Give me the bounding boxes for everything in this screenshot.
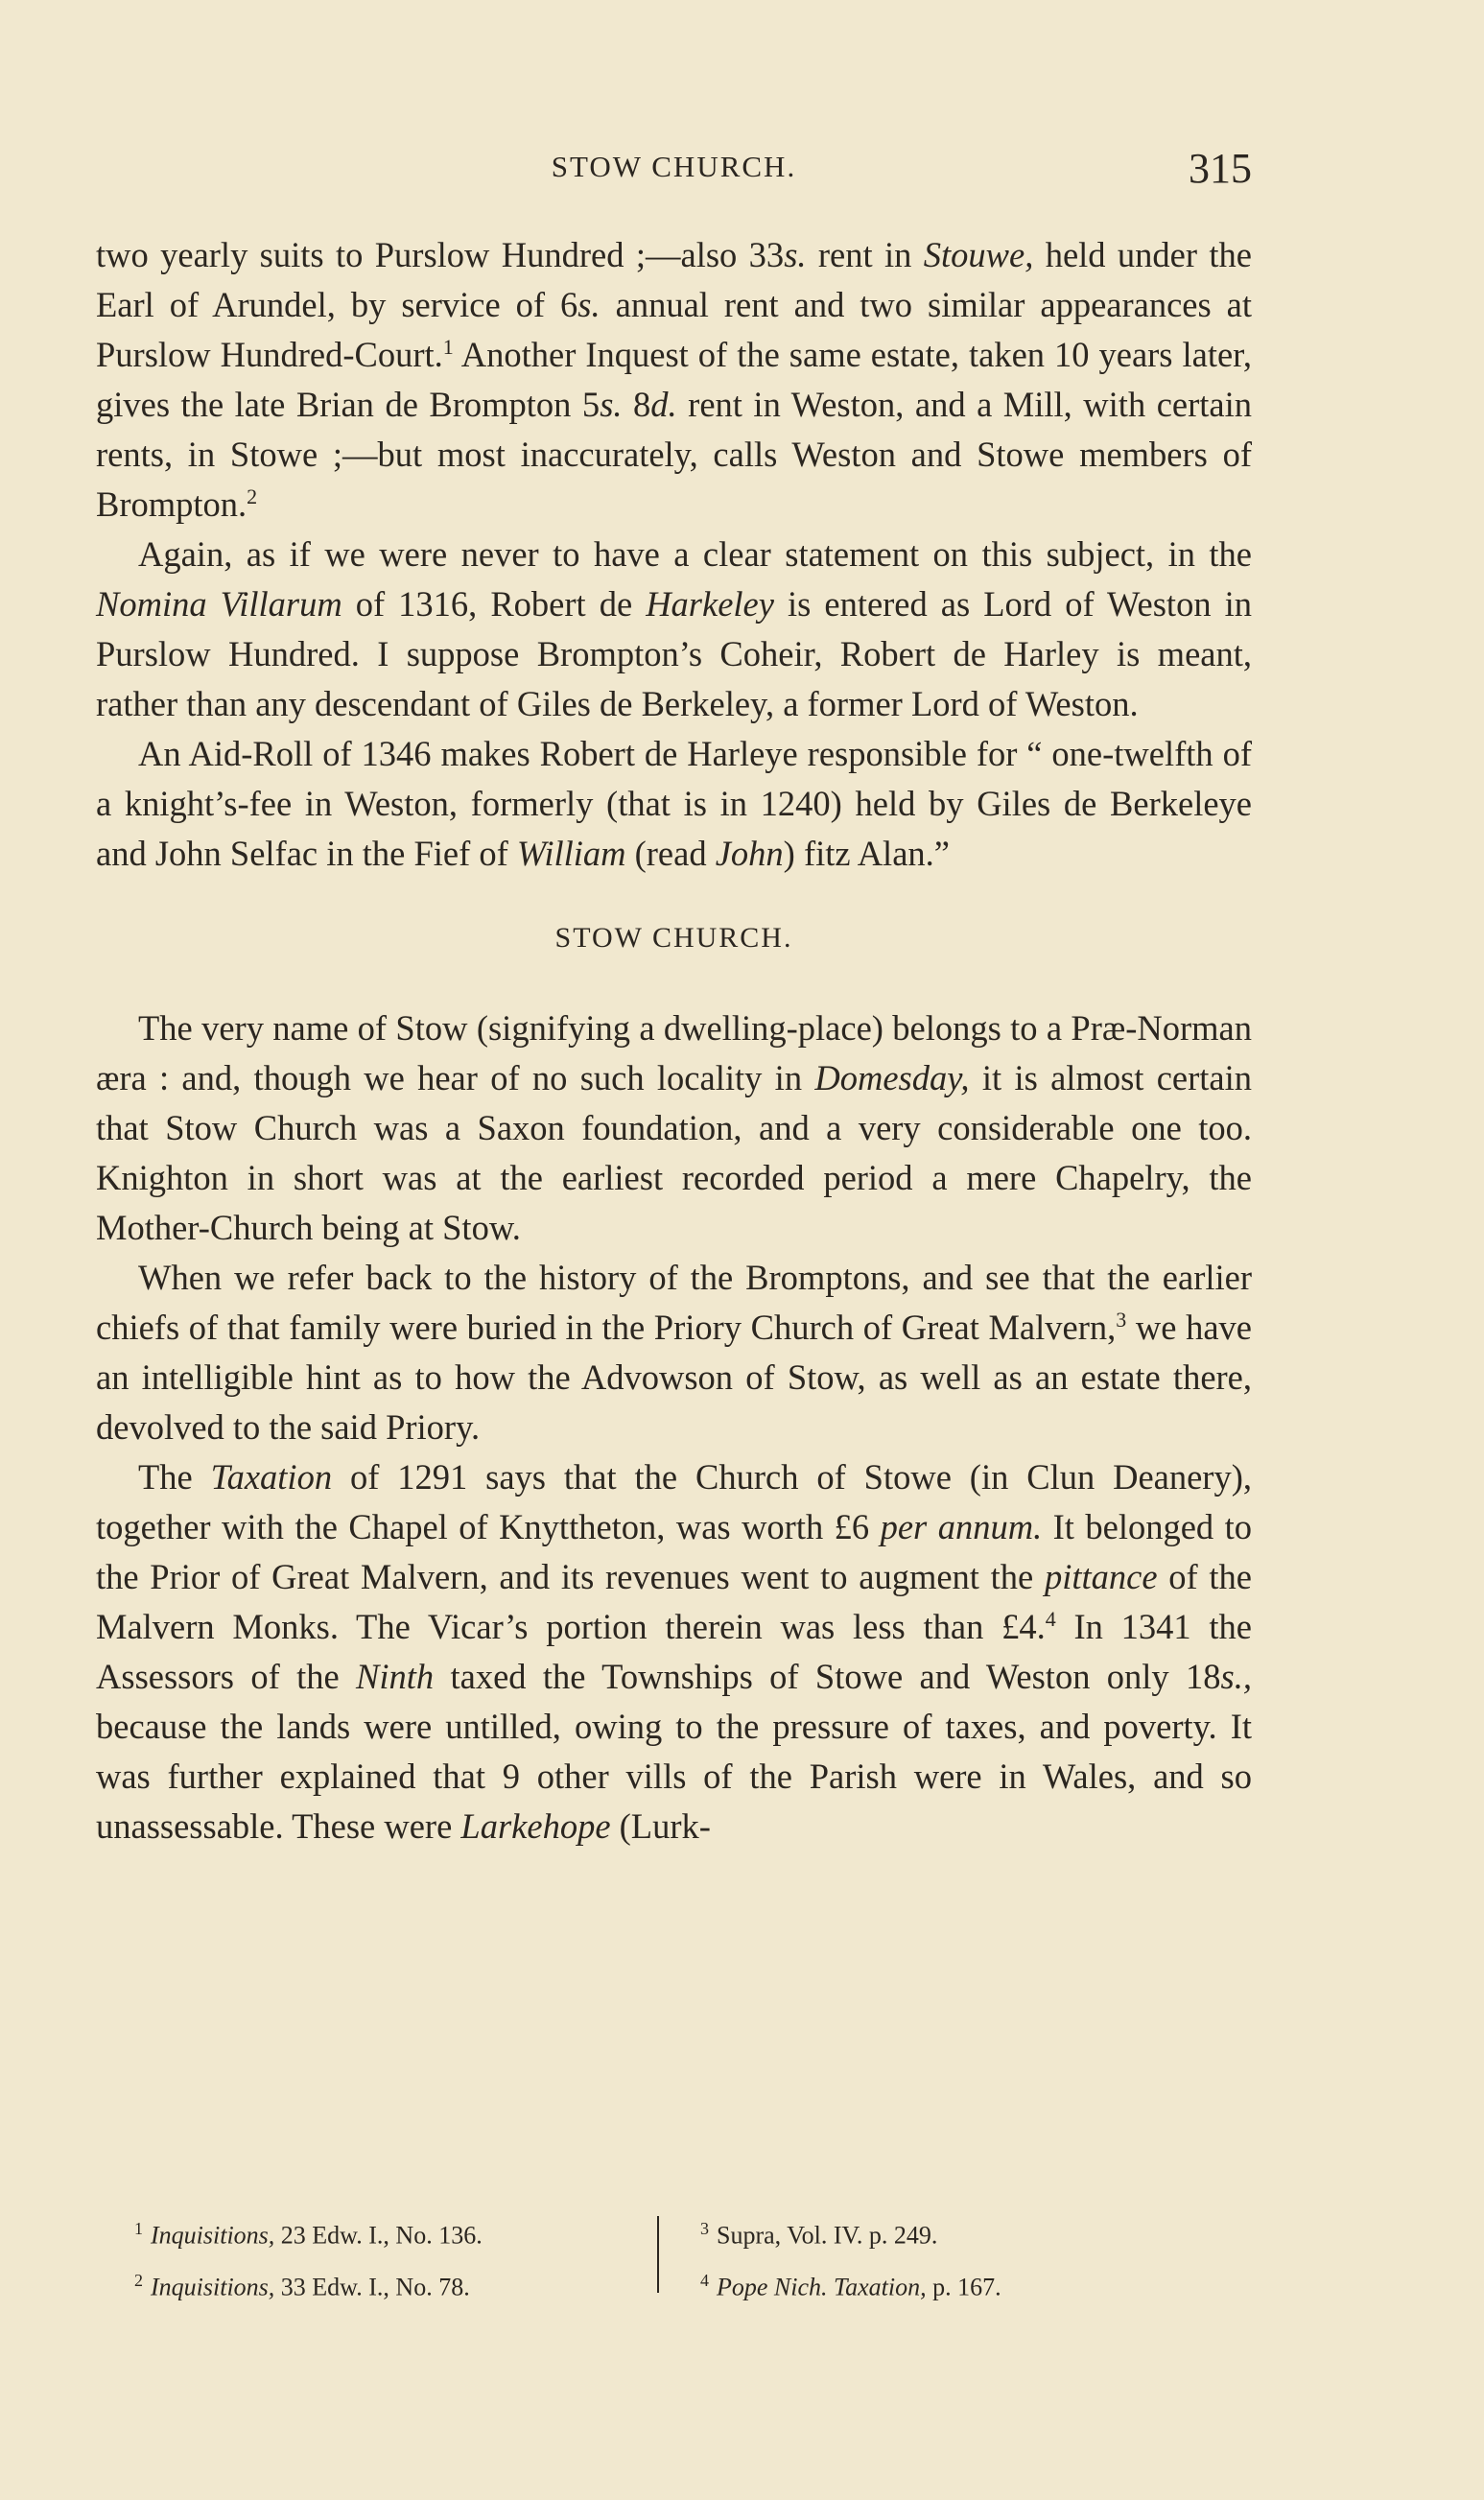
text-run: taxed the Townships of Stowe and Weston only 18 <box>434 1657 1221 1696</box>
text-run: it is almost certain that Stow Church was a Saxon foundation, and a very considerable one too. Knighton in short was at the earliest recorded period a mere Chapelry, the Mother-Church being at Stow. <box>96 1058 1252 1247</box>
footnote-reference: 1 <box>442 334 454 359</box>
footnote-text: 33 Edw. I., No. 78. <box>274 2273 470 2301</box>
footnote-title: Inquisitions, <box>151 2221 275 2250</box>
text-run: An Aid-Roll of 1346 makes Robert de Harleye responsible for “ one-twelfth of a knight’s-fee in Weston, formerly (that is in 1240) held by Giles de Berkeleye and John Selfac in the Fief of <box>96 734 1252 873</box>
text-run: ) fitz Alan.” <box>783 834 950 873</box>
paragraph-group-2 <box>96 1003 1252 1851</box>
text-run: In 1341 the Assessors of the <box>96 1607 1252 1696</box>
italic-text: s. <box>577 285 601 324</box>
footnote-marker: 1 <box>134 2219 143 2238</box>
text-run: because the lands were untilled, owing to the pressure of taxes, and poverty. It was further explained that 9 other vills of the Parish were in Wales, and so unassessable. These were <box>96 1707 1252 1846</box>
italic-text: Stouwe, <box>923 235 1034 274</box>
paragraph-p6 <box>96 1452 1252 1851</box>
italic-text: pittance <box>1044 1557 1158 1596</box>
section-heading: STOW CHURCH. <box>554 922 793 954</box>
text-run: It belonged to the Prior of Great Malvern, and its revenues went to augment the <box>96 1507 1253 1596</box>
footnote-3 <box>700 2206 1209 2258</box>
page-header <box>96 144 1252 201</box>
footnote-divider <box>657 2216 659 2293</box>
footnote-4 <box>700 2258 1209 2310</box>
footnote-text: 23 Edw. I., No. 136. <box>274 2221 483 2250</box>
text-run: (Lurk- <box>610 1806 711 1846</box>
text-run: of 1316, Robert de <box>342 584 647 624</box>
page-number: 315 <box>1189 145 1252 192</box>
text-run: rent in <box>806 235 924 274</box>
italic-text: Domesday, <box>814 1058 970 1097</box>
text-run: of 1291 says that the Church of Stowe (in Clun Deanery), together with the Chapel of Knyttheton, was worth £6 <box>96 1457 1252 1546</box>
italic-text: Nomina Villarum <box>96 584 342 624</box>
footnote-marker: 4 <box>700 2270 709 2290</box>
paragraph-p4 <box>96 1003 1252 1253</box>
footnote-marker: 2 <box>134 2270 143 2290</box>
italic-text: s., <box>1220 1657 1252 1696</box>
text-run: The very name of Stow (signifying a dwelling-place) belongs to a Præ-Norman æra : and, though we hear of no such locality in <box>96 1008 1252 1097</box>
italic-text: Larkehope <box>460 1806 611 1846</box>
paragraph-p3 <box>96 729 1252 879</box>
footnote-marker: 3 <box>700 2219 709 2238</box>
running-head: STOW CHURCH. <box>551 150 797 183</box>
footnote-reference: 2 <box>247 483 258 508</box>
footnote-reference: 4 <box>1045 1606 1056 1631</box>
italic-text: John <box>715 834 784 873</box>
paragraph-p5 <box>96 1253 1252 1452</box>
paragraph-p2 <box>96 530 1252 729</box>
text-run: 8 <box>622 385 651 424</box>
text-run: Again, as if we were never to have a clear statement on this subject, in the <box>138 534 1252 574</box>
italic-text: Taxation <box>210 1457 333 1497</box>
text-run: When we refer back to the history of the Bromptons, and see that the earlier chiefs of that family were buried in the Priory Church of Great Malvern, <box>96 1258 1252 1347</box>
text-run: annual rent and two similar appearances at Purslow Hundred-Court. <box>96 285 1253 374</box>
footnote-1 <box>134 2206 633 2258</box>
footnote-reference: 3 <box>1116 1307 1127 1332</box>
italic-text: per annum. <box>880 1507 1043 1546</box>
footnote-title: Inquisitions, <box>151 2273 275 2301</box>
footnotes-right-column <box>700 2206 1209 2309</box>
footnotes-left-column <box>134 2206 633 2309</box>
italic-text: Ninth <box>356 1657 435 1696</box>
text-run: (read <box>625 834 716 873</box>
paragraph-p1 <box>96 230 1252 530</box>
footnote-text: Supra, Vol. IV. p. 249. <box>717 2221 938 2250</box>
text-run: held under the Earl of Arundel, by service of 6 <box>96 235 1252 324</box>
text-run: two yearly suits to Purslow Hundred ;—also 33 <box>96 235 785 274</box>
text-run: Another Inquest of the same estate, taken 10 years later, gives the late Brian de Brompton 5 <box>96 335 1252 424</box>
italic-text: s. <box>784 235 807 274</box>
footnote-2 <box>134 2258 633 2310</box>
footnote-text: p. 167. <box>926 2273 1001 2301</box>
text-run: The <box>138 1457 211 1497</box>
text-run: of the Malvern Monks. The Vicar’s portion therein was less than £4. <box>96 1557 1252 1646</box>
italic-text: William <box>516 834 626 873</box>
text-run: we have an intelligible hint as to how the Advowson of Stow, as well as an estate there, devolved to the said Priory. <box>96 1308 1252 1447</box>
body-text <box>96 230 1252 1851</box>
paragraph-group-1 <box>96 230 1252 879</box>
italic-text: Harkeley <box>646 584 774 624</box>
text-run: rent in Weston, and a Mill, with certain rents, in Stowe ;—but most inaccurately, calls Weston and Stowe members of Brompton. <box>96 385 1252 524</box>
text-run: is entered as Lord of Weston in Purslow Hundred. I suppose Brompton’s Coheir, Robert de Harley is meant, rather than any descendant of Giles de Berkeley, a former Lord of Weston. <box>96 584 1252 723</box>
italic-text: d. <box>650 385 677 424</box>
italic-text: s. <box>600 385 623 424</box>
footnote-title: Pope Nich. Taxation, <box>717 2273 927 2301</box>
